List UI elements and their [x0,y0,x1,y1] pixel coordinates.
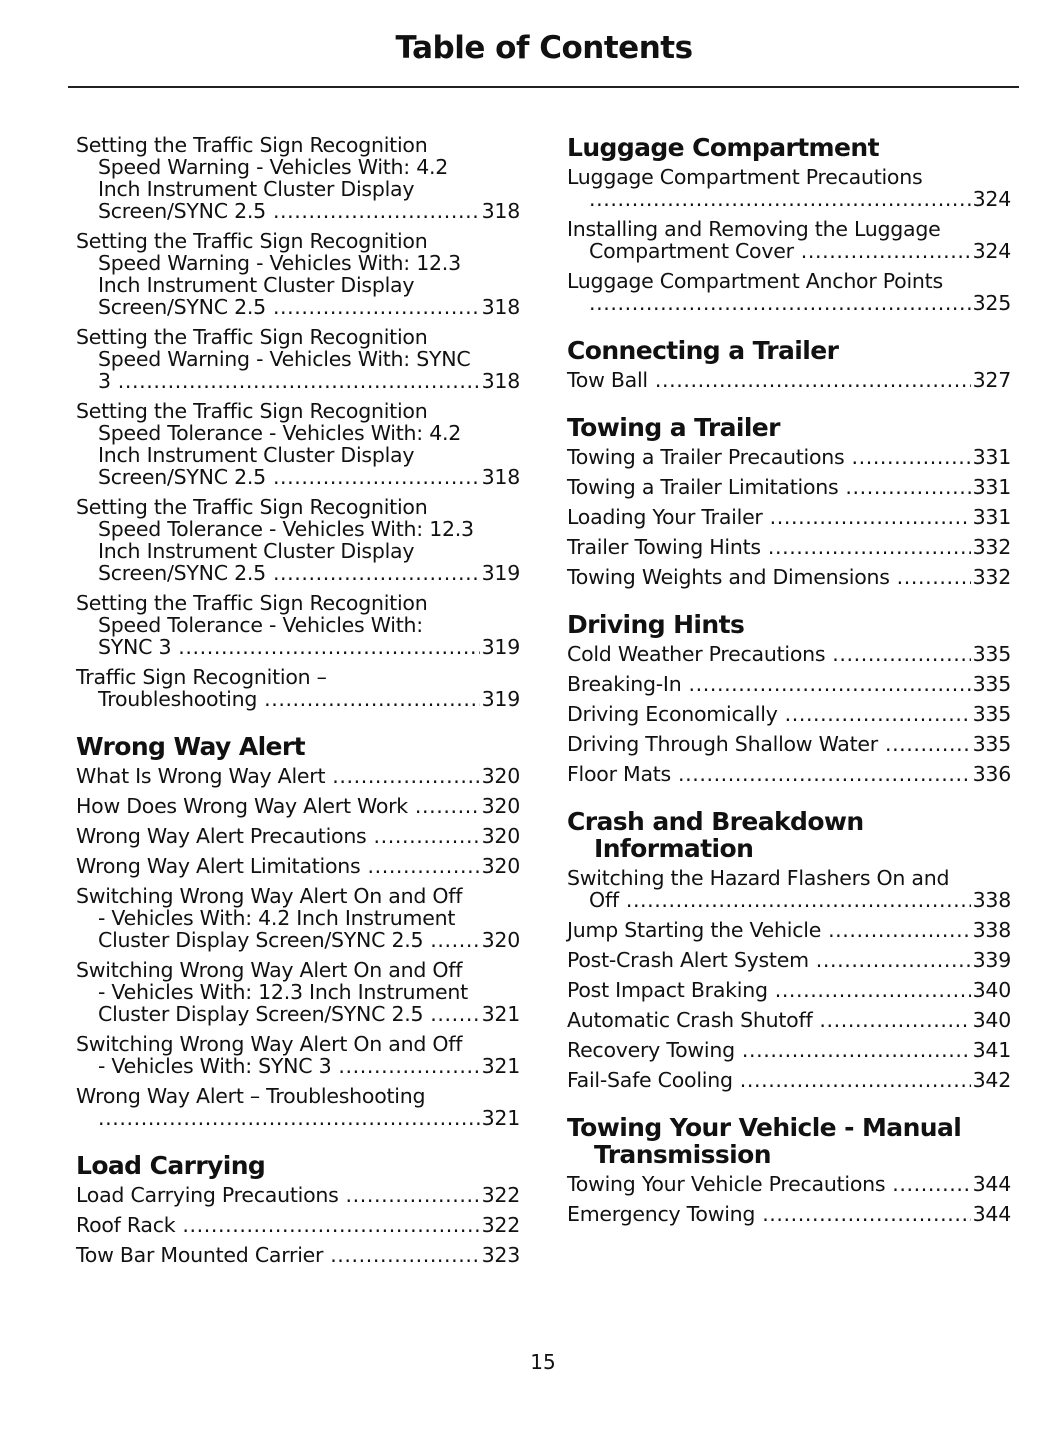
toc-entry-label-tail: Screen/SYNC 2.5 [98,561,266,585]
toc-entry[interactable] [76,959,520,1025]
toc-entry[interactable] [567,673,1011,695]
toc-entry-label: Towing a Trailer Precautions [567,445,845,469]
toc-entry-page: 340 [972,1008,1011,1032]
dot-leader [273,466,480,488]
toc-entry[interactable] [76,592,520,658]
toc-entry[interactable] [567,476,1011,498]
toc-entry-page: 324 [972,239,1011,263]
toc-entry[interactable] [76,1244,520,1266]
toc-entry-lastline [98,296,520,318]
toc-entry-label: Setting the Traffic Sign Recognition [76,495,428,519]
dot-leader [897,566,971,588]
dot-leader [775,979,971,1001]
toc-entry-page: 319 [481,687,520,711]
toc-entry[interactable] [567,763,1011,785]
toc-entry-page: 344 [972,1172,1011,1196]
toc-entry-label-continued: Inch Instrument Cluster Display [98,273,415,297]
toc-entry-page: 342 [972,1068,1011,1092]
toc-entry-page: 318 [481,295,520,319]
toc-entry-page: 322 [481,1213,520,1237]
toc-entry[interactable] [76,1033,520,1077]
section-luggage-compartment [567,134,1011,314]
toc-entry-label: What Is Wrong Way Alert [76,764,326,788]
section-heading-towing-trailer: Towing a Trailer [567,413,780,442]
dot-leader [118,370,480,392]
toc-entry[interactable] [76,400,520,488]
toc-entry-label-tail: Screen/SYNC 2.5 [98,295,266,319]
dot-leader [845,476,970,498]
toc-entry[interactable] [567,536,1011,558]
toc-entry[interactable] [76,1184,520,1206]
toc-entry[interactable] [567,506,1011,528]
dot-leader [801,240,971,262]
toc-entry-page: 335 [972,642,1011,666]
toc-entry[interactable] [76,1085,520,1129]
toc-entry[interactable] [567,1069,1011,1091]
toc-entry-label: Luggage Compartment Anchor Points [567,269,943,293]
toc-entry-page: 325 [972,291,1011,315]
toc-entry-lastline [98,562,520,584]
toc-entry-page: 322 [481,1183,520,1207]
toc-entry[interactable] [76,885,520,951]
toc-entry-label: Post-Crash Alert System [567,948,809,972]
toc-entry-lastline [98,370,520,392]
toc-entry-page: 340 [972,978,1011,1002]
toc-entry-lastline [589,240,1011,262]
toc-entry-page: 319 [481,635,520,659]
toc-entry-label: Automatic Crash Shutoff [567,1008,813,1032]
toc-entry-label: Switching Wrong Way Alert On and Off [76,884,463,908]
toc-entry-label-continued: Speed Tolerance - Vehicles With: [98,613,423,637]
toc-entry-label-continued: Inch Instrument Cluster Display [98,443,415,467]
toc-entry[interactable] [567,566,1011,588]
dot-leader [816,949,971,971]
toc-entry-label: Driving Through Shallow Water [567,732,878,756]
toc-entry[interactable] [76,1214,520,1236]
page-title: Table of Contents [395,30,693,66]
dot-leader [688,673,970,695]
section-heading-driving-hints: Driving Hints [567,610,745,639]
toc-entry[interactable] [567,446,1011,468]
dot-leader [655,369,971,391]
toc-entry-lastline [98,1003,520,1025]
toc-entry-label-continued: Speed Warning - Vehicles With: 4.2 [98,155,449,179]
toc-entry-page: 320 [481,854,520,878]
toc-entry-label-tail: - Vehicles With: SYNC 3 [98,1054,332,1078]
toc-entry-label: Load Carrying Precautions [76,1183,339,1207]
toc-entry-label-continued: Speed Warning - Vehicles With: 12.3 [98,251,461,275]
toc-entry-label-tail: Compartment Cover [589,239,794,263]
toc-entry-label: Setting the Traffic Sign Recognition [76,591,428,615]
toc-entry[interactable] [567,867,1011,911]
toc-entry[interactable] [567,703,1011,725]
dot-leader [374,825,480,847]
toc-entry-page: 332 [972,535,1011,559]
toc-entry-label: Luggage Compartment Precautions [567,165,923,189]
toc-entry-lastline [589,889,1011,911]
toc-entry-page: 320 [481,928,520,952]
toc-entry-page: 318 [481,465,520,489]
section-traffic-sign [76,134,520,710]
dot-leader [832,643,970,665]
section-towing-trailer [567,414,1011,588]
toc-entry-label: Setting the Traffic Sign Recognition [76,399,428,423]
toc-entry-lastline [98,929,520,951]
toc-entry-label: Roof Rack [76,1213,176,1237]
toc-entry-label: Post Impact Braking [567,978,768,1002]
dot-leader [762,1203,970,1225]
toc-entry-label: Driving Economically [567,702,778,726]
dot-leader [742,1039,971,1061]
toc-entry-label: Cold Weather Precautions [567,642,826,666]
toc-entry[interactable] [76,326,520,392]
toc-entry-lastline [589,292,1011,314]
toc-entry-page: 320 [481,824,520,848]
section-load-carrying [76,1152,520,1266]
toc-entry[interactable] [567,919,1011,941]
toc-entry-label-tail: Off [589,888,619,912]
dot-leader [273,562,480,584]
toc-entry-page: 318 [481,369,520,393]
section-heading-load-carrying: Load Carrying [76,1151,266,1180]
toc-entry-label: Traffic Sign Recognition – [76,665,327,689]
section-wrong-way-alert [76,733,520,1129]
toc-entry-label: Towing Your Vehicle Precautions [567,1172,886,1196]
toc-entry-page: 336 [972,762,1011,786]
toc-entry-label: Jump Starting the Vehicle [567,918,822,942]
toc-entry-label-continued: - Vehicles With: 4.2 Inch Instrument [98,906,456,930]
dot-leader [785,703,971,725]
dot-leader [430,1003,479,1025]
toc-entry[interactable] [567,218,1011,262]
dot-leader [338,1055,479,1077]
toc-entry-label: Wrong Way Alert – Troubleshooting [76,1084,426,1108]
toc-entry-label-continued: Inch Instrument Cluster Display [98,539,415,563]
toc-entry-label: How Does Wrong Way Alert Work [76,794,408,818]
toc-entry-page: 339 [972,948,1011,972]
toc-entry-label-tail: Troubleshooting [98,687,258,711]
toc-entry-page: 321 [481,1054,520,1078]
toc-entry-page: 331 [972,445,1011,469]
dot-leader [770,506,971,528]
dot-leader [332,765,479,787]
toc-entry-label: Towing Weights and Dimensions [567,565,890,589]
dot-leader [182,1214,479,1236]
toc-entry[interactable] [76,765,520,787]
toc-entry[interactable] [76,496,520,584]
toc-entry[interactable] [76,666,520,710]
toc-entry-label-continued: Speed Warning - Vehicles With: SYNC [98,347,471,371]
toc-entry-page: 331 [972,505,1011,529]
toc-entry-label: Floor Mats [567,762,671,786]
section-heading-towing-vehicle: Towing Your Vehicle - Manual Transmission [567,1113,962,1169]
toc-entry-lastline [98,636,520,658]
dot-leader [273,296,480,318]
toc-entry-label-continued: - Vehicles With: 12.3 Inch Instrument [98,980,468,1004]
toc-entry-label-continued: Speed Tolerance - Vehicles With: 4.2 [98,421,462,445]
toc-entry-page: 335 [972,702,1011,726]
toc-entry[interactable] [76,855,520,877]
dot-leader [740,1069,971,1091]
toc-entry-label-tail: SYNC 3 [98,635,172,659]
toc-entry[interactable] [76,230,520,318]
toc-entry[interactable] [567,166,1011,210]
toc-entry[interactable] [76,825,520,847]
dot-leader [415,795,480,817]
toc-right-column [567,134,1011,1248]
section-heading-connecting-trailer: Connecting a Trailer [567,336,839,365]
toc-entry-label: Switching Wrong Way Alert On and Off [76,958,463,982]
toc-entry-lastline [98,1107,520,1129]
toc-entry-page: 327 [972,368,1011,392]
dot-leader [589,188,971,210]
dot-leader [851,446,970,468]
toc-entry-page: 335 [972,732,1011,756]
toc-entry-label-tail: 3 [98,369,111,393]
toc-entry-page: 321 [481,1002,520,1026]
dot-leader [768,536,971,558]
toc-entry[interactable] [567,369,1011,391]
dot-leader [330,1244,479,1266]
section-heading-luggage-compartment: Luggage Compartment [567,133,879,162]
toc-entry-label: Tow Bar Mounted Carrier [76,1243,324,1267]
toc-entry-label: Loading Your Trailer [567,505,763,529]
dot-leader [589,292,971,314]
toc-entry-lastline [589,188,1011,210]
toc-entry[interactable] [567,979,1011,1001]
toc-entry-label-continued: Inch Instrument Cluster Display [98,177,415,201]
toc-entry-label-tail: Screen/SYNC 2.5 [98,465,266,489]
toc-entry[interactable] [567,1203,1011,1225]
dot-leader [892,1173,970,1195]
toc-entry[interactable] [567,1173,1011,1195]
toc-entry-label-tail: Cluster Display Screen/SYNC 2.5 [98,1002,424,1026]
dot-leader [367,855,479,877]
toc-entry-page: 319 [481,561,520,585]
toc-entry-lastline [98,688,520,710]
toc-entry[interactable] [567,949,1011,971]
toc-entry[interactable] [567,643,1011,665]
toc-entry-page: 341 [972,1038,1011,1062]
toc-entry-page: 321 [481,1106,520,1130]
toc-entry-label: Setting the Traffic Sign Recognition [76,229,428,253]
dot-leader [828,919,971,941]
section-heading-crash-breakdown: Crash and Breakdown Information [567,807,864,863]
section-crash-breakdown [567,808,1011,1091]
toc-entry-page: 332 [972,565,1011,589]
toc-entry-page: 324 [972,187,1011,211]
title-divider [68,86,1019,88]
section-connecting-trailer [567,337,1011,391]
dot-leader [626,889,971,911]
toc-left-column [76,134,520,1289]
toc-entry-page: 344 [972,1202,1011,1226]
toc-entry-label: Switching Wrong Way Alert On and Off [76,1032,463,1056]
toc-entry-page: 318 [481,199,520,223]
dot-leader [430,929,479,951]
section-heading-wrong-way-alert: Wrong Way Alert [76,732,305,761]
dot-leader [273,200,480,222]
toc-entry-label: Emergency Towing [567,1202,756,1226]
toc-entry-label: Tow Ball [567,368,648,392]
toc-entry[interactable] [567,1009,1011,1031]
toc-entry[interactable] [76,795,520,817]
section-towing-vehicle [567,1114,1011,1225]
toc-entry-label: Installing and Removing the Luggage [567,217,941,241]
toc-entry-label: Fail-Safe Cooling [567,1068,733,1092]
toc-entry[interactable] [567,270,1011,314]
toc-entry-label: Breaking-In [567,672,682,696]
toc-entry-page: 320 [481,764,520,788]
toc-entry[interactable] [567,733,1011,755]
toc-entry-label: Switching the Hazard Flashers On and [567,866,950,890]
toc-entry-label-tail: Cluster Display Screen/SYNC 2.5 [98,928,424,952]
toc-entry-page: 323 [481,1243,520,1267]
toc-entry-page: 338 [972,888,1011,912]
toc-entry-label-continued: Speed Tolerance - Vehicles With: 12.3 [98,517,474,541]
toc-entry-label: Wrong Way Alert Limitations [76,854,361,878]
dot-leader [819,1009,970,1031]
page-number: 15 [530,1350,556,1374]
toc-entry-label: Wrong Way Alert Precautions [76,824,367,848]
toc-entry-label-tail: Screen/SYNC 2.5 [98,199,266,223]
toc-entry[interactable] [76,134,520,222]
dot-leader [885,733,971,755]
dot-leader [264,688,480,710]
toc-entry-label: Towing a Trailer Limitations [567,475,839,499]
toc-entry-label: Trailer Towing Hints [567,535,761,559]
toc-entry-page: 335 [972,672,1011,696]
dot-leader [178,636,479,658]
toc-entry-page: 320 [481,794,520,818]
toc-entry-label: Setting the Traffic Sign Recognition [76,325,428,349]
toc-entry[interactable] [567,1039,1011,1061]
toc-entry-lastline [98,1055,520,1077]
toc-entry-lastline [98,466,520,488]
toc-entry-lastline [98,200,520,222]
section-driving-hints [567,611,1011,785]
toc-entry-page: 338 [972,918,1011,942]
toc-entry-page: 331 [972,475,1011,499]
dot-leader [98,1107,480,1129]
toc-entry-label: Recovery Towing [567,1038,735,1062]
toc-entry-label: Setting the Traffic Sign Recognition [76,133,428,157]
dot-leader [678,763,971,785]
dot-leader [346,1184,480,1206]
